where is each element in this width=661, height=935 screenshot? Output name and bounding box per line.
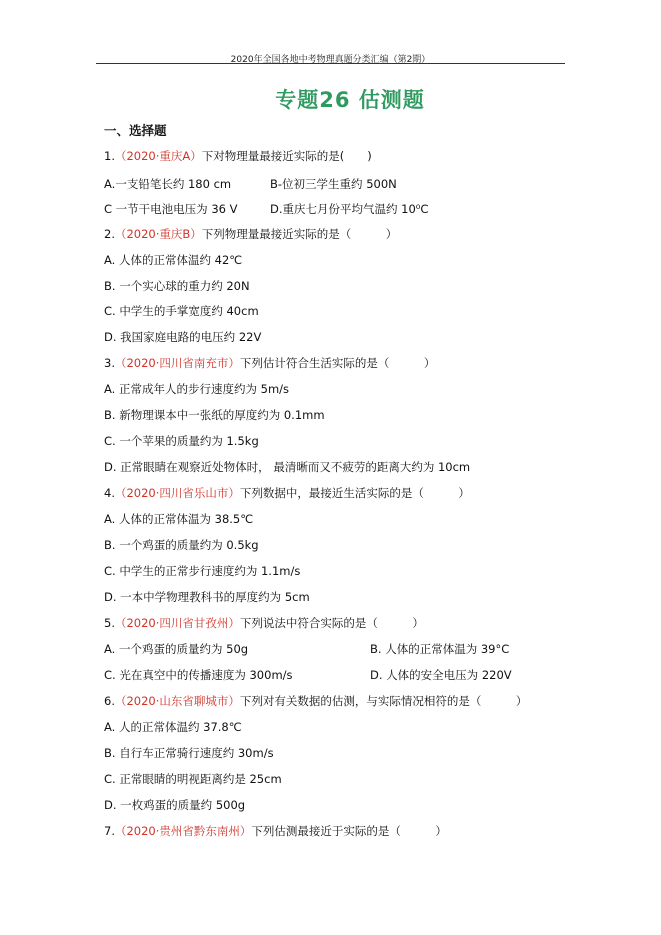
question-3-stem-line: [104, 355, 435, 371]
question-1-option-c: C 一节干电池电压为 36 V: [104, 202, 238, 216]
question-1-option-b: B-位初三学生重约 500N: [270, 177, 397, 191]
question-stem: 下列说法中符合实际的是（ ）: [239, 616, 424, 630]
question-source: （2020·四川省乐山市）: [114, 486, 240, 500]
question-source: （2020·贵州省黔东南州）: [114, 824, 252, 838]
question-number: 1.: [104, 149, 115, 163]
question-5-option-a: A. 一个鸡蛋的质量约为 50g: [104, 642, 249, 656]
section-heading: 一、选择题: [104, 123, 167, 138]
question-2-option-a: A. 人体的正常体温约 42℃: [104, 253, 243, 267]
question-number: 2.: [104, 227, 115, 241]
question-number: 4.: [104, 486, 115, 500]
question-stem: 下列物理量最接近实际的是（ ）: [201, 227, 398, 241]
question-stem: 下列估测最接近于实际的是（ ）: [251, 824, 447, 838]
question-source: （2020·四川省南充市）: [114, 356, 240, 370]
question-4-option-b: B. 一个鸡蛋的质量约为 0.5kg: [104, 538, 259, 552]
question-6-option-c: C. 正常眼睛的明视距离约是 25cm: [104, 772, 282, 786]
question-4-option-d: D. 一本中学物理教科书的厚度约为 5cm: [104, 590, 310, 604]
question-number: 6.: [104, 694, 115, 708]
question-5-option-c: C. 光在真空中的传播速度为 300m/s: [104, 668, 293, 682]
question-4-stem-line: [104, 485, 470, 501]
question-1-option-a: A.一支铅笔长约 180 cm: [104, 177, 232, 191]
question-2-option-d: D. 我国家庭电路的电压约 22V: [104, 330, 262, 344]
question-stem: 下列数据中，最接近生活实际的是（ ）: [239, 486, 470, 500]
page-title: 专题26 估测题: [275, 88, 425, 112]
question-1-stem-line: [104, 148, 372, 164]
header-divider: [96, 63, 565, 64]
question-1-option-d: D.重庆七月份平均气温约 10⁰C: [270, 202, 429, 216]
question-number: 7.: [104, 824, 115, 838]
question-3-option-b: B. 新物理课本中一张纸的厚度约为 0.1mm: [104, 408, 325, 422]
question-5-option-d: D. 人体的安全电压为 220V: [370, 668, 512, 682]
question-6-option-b: B. 自行车正常骑行速度约 30m/s: [104, 746, 274, 760]
question-source: （2020·重庆B）: [114, 227, 202, 241]
question-7-stem-line: [104, 823, 447, 839]
question-6-option-d: D. 一枚鸡蛋的质量约 500g: [104, 798, 246, 812]
question-3-option-c: C. 一个苹果的质量约为 1.5kg: [104, 434, 259, 448]
question-source: （2020·重庆A）: [114, 149, 202, 163]
question-3-option-a: A. 正常成年人的步行速度约为 5m/s: [104, 382, 290, 396]
question-2-stem-line: [104, 226, 397, 242]
question-stem: 下对物理量最接近实际的是( ): [201, 149, 372, 163]
question-6-option-a: A. 人的正常体温约 37.8℃: [104, 720, 242, 734]
question-stem: 下列对有关数据的估测，与实际情况相符的是（ ）: [239, 694, 528, 708]
question-4-option-a: A. 人体的正常体温为 38.5℃: [104, 512, 254, 526]
question-source: （2020·四川省甘孜州）: [114, 616, 240, 630]
question-5-option-b: B. 人体的正常体温为 39°C: [370, 642, 510, 656]
question-stem: 下列估计符合生活实际的是（ ）: [239, 356, 436, 370]
question-number: 5.: [104, 616, 115, 630]
question-5-stem-line: [104, 615, 424, 631]
question-2-option-b: B. 一个实心球的重力约 20N: [104, 279, 250, 293]
question-6-stem-line: [104, 693, 527, 709]
question-source: （2020·山东省聊城市）: [114, 694, 240, 708]
question-3-option-d: D. 正常眼睛在观察近处物体时， 最清晰而又不疲劳的距离大约为 10cm: [104, 460, 471, 474]
page-header: 2020年全国各地中考物理真题分类汇编（第2期）: [230, 55, 431, 65]
question-4-option-c: C. 中学生的正常步行速度约为 1.1m/s: [104, 564, 301, 578]
question-2-option-c: C. 中学生的手掌宽度约 40cm: [104, 304, 259, 318]
question-number: 3.: [104, 356, 115, 370]
